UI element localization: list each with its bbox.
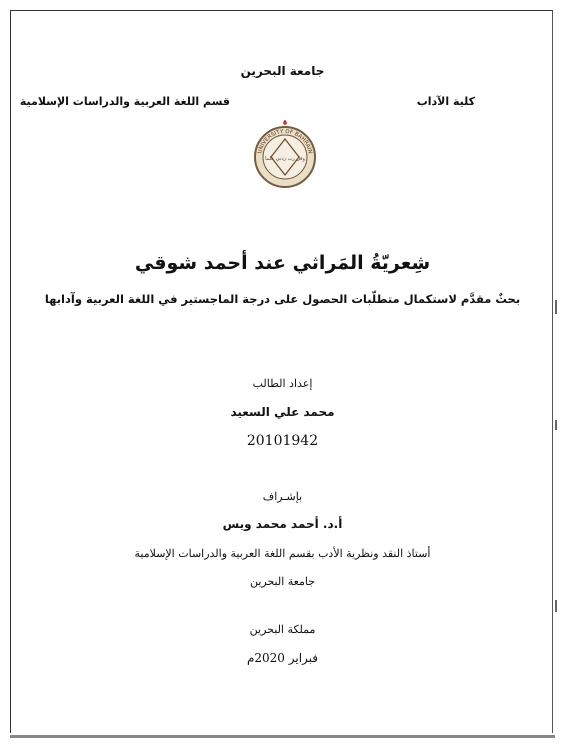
country-name: مملكة البحرين (249, 623, 316, 636)
department-name: قسم اللغة العربية والدراسات الإسلامية (19, 95, 230, 108)
supervisor-name: أ.د. أحمد محمد ويس (222, 517, 343, 531)
student-id: 20101942 (246, 433, 319, 449)
thesis-title: شِعريّةُ المَراثي عند أحمد شوقي (134, 252, 431, 274)
scan-mark (555, 600, 557, 612)
page-frame-bottom (10, 735, 555, 738)
logo-circle-text: UNIVERSITY OF BAHRAIN (257, 128, 313, 155)
student-label: إعداد الطالب (252, 377, 313, 390)
logo-inner-text: وقل رب زدني علما (265, 156, 305, 162)
university-name: جامعة البحرين (240, 64, 325, 78)
supervisor-position: أستاذ النقد ونظرية الأدب بقسم اللغة العربية والدراسات الإسلامية (134, 547, 431, 560)
supervision-label: بإشـراف (262, 490, 303, 503)
college-name: كلية الآداب (416, 95, 475, 108)
thesis-subtitle: بحثٌ مقدَّم لاستكمال متطلّبات الحصول على درجة الماجستير في اللغة العربية وآدابها (44, 292, 521, 306)
student-name: محمد علي السعيد (230, 405, 335, 419)
scan-mark (555, 420, 557, 430)
supervisor-university: جامعة البحرين (249, 575, 316, 588)
submission-date: فبراير 2020م (246, 651, 319, 665)
university-logo (252, 113, 318, 193)
